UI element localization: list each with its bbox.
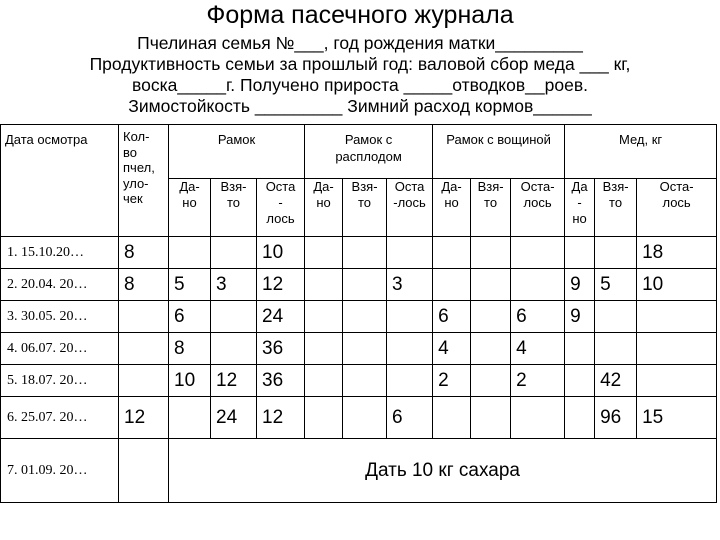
cell-value: 10 [642,273,664,295]
header-wax-frames: Рамок с вощиной [446,132,551,147]
subheader-cell [595,179,637,237]
subheader-cell [511,179,565,237]
table-cell [257,237,305,269]
cell-value: 2 [438,369,449,391]
cell-value: 9 [570,305,581,327]
table-cell [511,397,565,439]
journal-table [0,124,717,503]
table-cell [387,301,433,333]
subheader-label: Да - но [571,179,588,226]
table-row [1,237,717,269]
table-cell [211,397,257,439]
table-cell [471,237,511,269]
row-date-text: 4. 06.07. 20… [7,340,88,356]
cell-value: 12 [216,369,238,391]
subheader-label: Да- но [313,179,334,210]
subheader-cell [169,179,211,237]
table-cell [471,269,511,301]
row-date [1,237,119,269]
table-cell [343,237,387,269]
table-cell [169,237,211,269]
table-cell [595,333,637,365]
table-cell [387,365,433,397]
subheader-cell [211,179,257,237]
table-cell [433,269,471,301]
subheader-cell [343,179,387,237]
table-cell [471,365,511,397]
table-cell [169,365,211,397]
feeding-note-text: Дать 10 кг сахара [365,459,520,481]
table-row [1,269,717,301]
header-line-productivity: Продуктивность семьи за прошлый год: валовой сбор меда ___ кг, [89,54,631,74]
cell-value: 42 [600,369,622,391]
form-title: Форма пасечного журнала [206,1,514,29]
table-cell [595,365,637,397]
subheader-cell [565,179,595,237]
table-cell [211,269,257,301]
header-brood-frames-cell [305,125,433,179]
table-cell [169,397,211,439]
table-cell [637,301,717,333]
cell-value: 5 [174,273,185,295]
subheader-label: Взя- то [477,179,504,210]
subheader-label: Взя- то [351,179,378,210]
table-cell [511,333,565,365]
table-cell [511,365,565,397]
table-cell [433,397,471,439]
cell-value: 3 [392,273,403,295]
subheader-label: Да- но [441,179,462,210]
subheader-label: Взя- то [602,179,629,210]
cell-value: 6 [438,305,449,327]
header-honey: Мед, кг [619,132,663,147]
table-row [1,365,717,397]
table-cell [511,301,565,333]
header-bees-cell [119,125,169,237]
subheader-label: Оста- лось [659,179,694,210]
row-date [1,439,119,503]
table-cell [637,237,717,269]
table-cell [637,365,717,397]
header-wax-frames-cell [433,125,565,179]
table-cell [343,333,387,365]
row-date [1,365,119,397]
table-cell [387,333,433,365]
table-cell [637,269,717,301]
table-cell [565,269,595,301]
table-cell [595,301,637,333]
table-cell [257,397,305,439]
subheader-cell [305,179,343,237]
row-date-text: 2. 20.04. 20… [7,276,88,292]
table-cell [565,333,595,365]
table-cell [119,301,169,333]
cell-value: 24 [216,406,238,428]
table-cell [119,237,169,269]
header-frames: Рамок [217,132,256,147]
cell-value: 6 [174,305,185,327]
cell-value: 36 [262,369,284,391]
cell-value: 8 [174,337,185,359]
table-cell [119,397,169,439]
table-cell [305,269,343,301]
subheader-label: Да- но [179,179,200,210]
table-cell [211,301,257,333]
cell-value: 4 [438,337,449,359]
table-cell [595,237,637,269]
table-cell [211,237,257,269]
cell-value: 10 [174,369,196,391]
header-date-cell [1,125,119,237]
table-cell [169,269,211,301]
row-date-text: 5. 18.07. 20… [7,372,88,388]
row-date [1,333,119,365]
subheader-label: Взя- то [220,179,247,210]
table-cell [595,397,637,439]
table-cell [343,365,387,397]
table-cell [343,397,387,439]
table-row [1,333,717,365]
table-cell [595,269,637,301]
subheader-cell [433,179,471,237]
row-date-text: 7. 01.09. 20… [7,462,88,478]
cell-value: 36 [262,337,284,359]
cell-value: 4 [516,337,527,359]
row-date-text: 1. 15.10.20… [7,244,84,260]
header-date: Дата осмотра [5,132,88,147]
table-cell [637,333,717,365]
table-cell [565,237,595,269]
table-cell [471,397,511,439]
table-cell [257,333,305,365]
subheader-cell [257,179,305,237]
table-cell [305,237,343,269]
cell-value: 12 [262,406,284,428]
header-brood-frames: Рамок с расплодом [335,132,402,164]
cell-value: 15 [642,406,664,428]
table-cell [387,397,433,439]
cell-value: 9 [570,273,581,295]
table-cell [565,365,595,397]
cell-value: 8 [124,241,135,263]
cell-value: 6 [392,406,403,428]
row-date [1,301,119,333]
table-cell [257,269,305,301]
table-cell [257,301,305,333]
table-cell [211,333,257,365]
subheader-label: Оста- лось [520,179,555,210]
table-cell [565,301,595,333]
table-cell [211,365,257,397]
table-cell [471,301,511,333]
header-honey-cell [565,125,717,179]
row-date-text: 6. 25.07. 20… [7,409,88,425]
table-cell [387,269,433,301]
table-cell [257,365,305,397]
table-cell [305,397,343,439]
table-cell [119,333,169,365]
table-cell [565,397,595,439]
subheader-cell [471,179,511,237]
header-bees: Кол- во пчел, уло- чек [123,129,155,206]
header-line-wax: воска_____г. Получено прироста _____отводков__роев. [132,75,588,95]
table-cell [305,333,343,365]
feeding-note [169,439,717,503]
table-cell [169,333,211,365]
header-frames-cell [169,125,305,179]
table-cell [119,365,169,397]
cell-value: 2 [516,369,527,391]
row-date-text: 3. 30.05. 20… [7,308,88,324]
cell-value: 6 [516,305,527,327]
cell-value: 12 [124,406,146,428]
table-cell [387,237,433,269]
cell-value: 12 [262,273,284,295]
table-cell [511,237,565,269]
subheader-cell [387,179,433,237]
table-row [1,397,717,439]
table-cell [433,365,471,397]
cell-value: 96 [600,406,622,428]
row-bees-cell [119,439,169,503]
table-cell [343,301,387,333]
subheader-label: Оста - лось [265,179,296,226]
table-cell [305,365,343,397]
table-cell [169,301,211,333]
table-cell [305,301,343,333]
header-line-family: Пчелиная семья №___, год рождения матки_________ [137,33,583,53]
table-row [1,301,717,333]
table-cell [471,333,511,365]
table-cell [511,269,565,301]
cell-value: 5 [600,273,611,295]
table-cell [343,269,387,301]
header-line-wintering: Зимостойкость _________ Зимний расход кормов______ [128,96,592,116]
row-date [1,269,119,301]
table-cell [433,333,471,365]
table-cell [433,237,471,269]
table-cell [637,397,717,439]
cell-value: 24 [262,305,284,327]
row-date [1,397,119,439]
table-cell [119,269,169,301]
cell-value: 10 [262,241,284,263]
subheader-label: Оста -лось [393,179,426,210]
subheader-cell [637,179,717,237]
cell-value: 18 [642,241,664,263]
table-cell [433,301,471,333]
cell-value: 3 [216,273,227,295]
cell-value: 8 [124,273,135,295]
